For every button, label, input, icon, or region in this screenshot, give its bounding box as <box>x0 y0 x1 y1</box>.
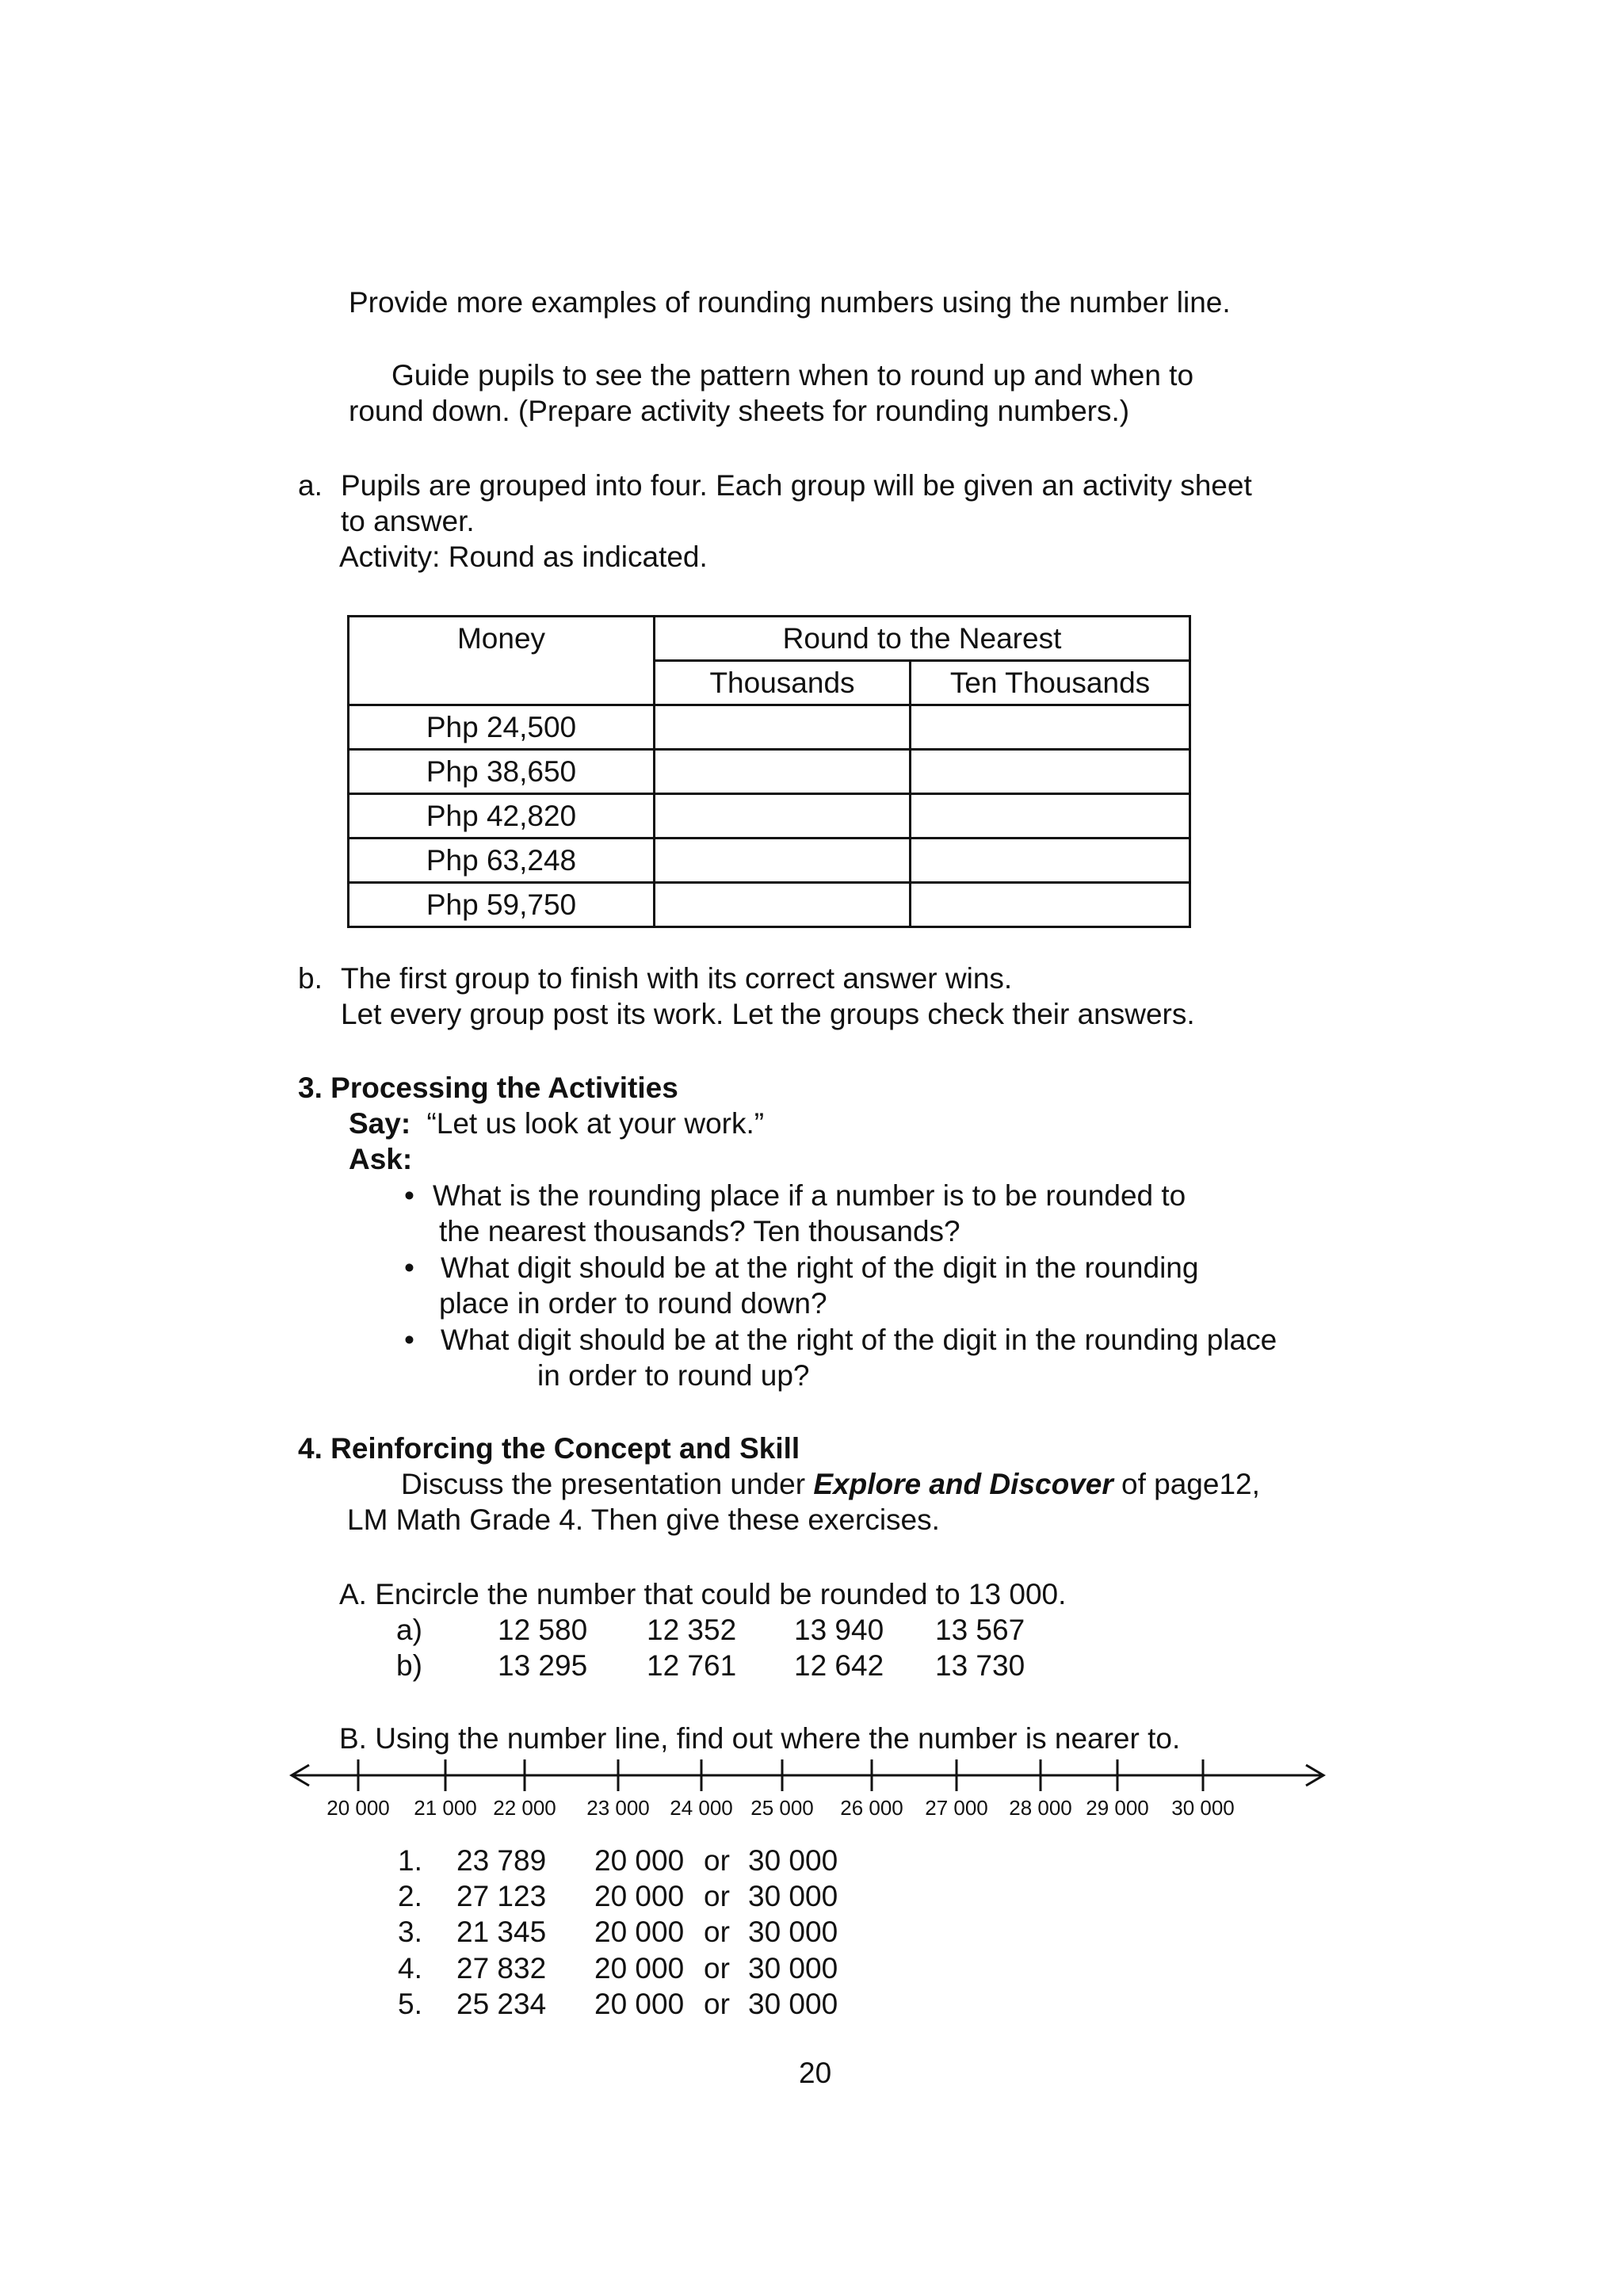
ten-thousands-answer-cell <box>911 839 1190 883</box>
discuss-pre: Discuss the presentation under <box>401 1468 814 1500</box>
number-line-label: 24 000 <box>670 1796 733 1820</box>
exercise-a-row-label: b) <box>396 1649 422 1682</box>
exercise-b-number: 1. <box>398 1844 422 1877</box>
number-line-label: 28 000 <box>1009 1796 1072 1820</box>
exercise-b-choice: 20 000 <box>594 1844 685 1877</box>
item-a-line-2: to answer. <box>341 505 475 537</box>
money-cell: Php 59,750 <box>349 883 655 927</box>
bullet-2-line-1: What digit should be at the right of the digit in the rounding <box>441 1251 1199 1284</box>
ten-thousands-answer-cell <box>911 794 1190 839</box>
number-line-label: 29 000 <box>1086 1796 1149 1820</box>
intro-line-3: round down. (Prepare activity sheets for rounding numbers.) <box>349 395 1130 427</box>
exercise-b-choice: 20 000 <box>594 1880 685 1912</box>
thousands-answer-cell <box>655 705 911 750</box>
bullet-3-line-2: in order to round up? <box>537 1359 810 1392</box>
bullet-1-line-1: What is the rounding place if a number is to be rounded to <box>433 1179 1186 1212</box>
ten-thousands-answer-cell <box>911 883 1190 927</box>
ten-thousands-answer-cell <box>911 705 1190 750</box>
exercise-b-value: 23 789 <box>456 1844 547 1877</box>
discuss-line-2: LM Math Grade 4. Then give these exercises. <box>347 1503 940 1536</box>
ask-label: Ask: <box>349 1143 413 1175</box>
item-a-line-1: Pupils are grouped into four. Each group will be given an activity sheet <box>341 469 1252 502</box>
thousands-answer-cell <box>655 794 911 839</box>
exercise-b-value: 27 123 <box>456 1880 547 1912</box>
money-cell: Php 42,820 <box>349 794 655 839</box>
exercise-b-number: 5. <box>398 1988 422 2020</box>
exercise-a-value: 13 940 <box>794 1614 884 1646</box>
table-row <box>349 794 1190 839</box>
page-number: 20 <box>799 2057 832 2089</box>
exercise-b-or-word: or <box>704 1952 730 1985</box>
number-line-label: 26 000 <box>840 1796 903 1820</box>
item-a-activity: Activity: Round as indicated. <box>339 541 708 573</box>
exercise-b-or-word: or <box>704 1988 730 2020</box>
exercise-a-value: 12 642 <box>794 1649 884 1682</box>
exercise-b-or-word: or <box>704 1880 730 1912</box>
exercise-a-value: 13 567 <box>935 1614 1025 1646</box>
rounding-table <box>347 615 1191 928</box>
say-line <box>349 1106 764 1141</box>
table-row <box>349 839 1190 883</box>
intro-line-1: Provide more examples of rounding numbers using the number line. <box>349 286 1231 319</box>
exercise-a-value: 12 580 <box>498 1614 588 1646</box>
number-line-label: 22 000 <box>493 1796 556 1820</box>
say-label: Say: <box>349 1107 411 1140</box>
number-line-label: 23 000 <box>586 1796 650 1820</box>
exercise-b-choice: 20 000 <box>594 1916 685 1948</box>
exercise-b-choice: 30 000 <box>748 1880 838 1912</box>
say-text: “Let us look at your work.” <box>426 1107 765 1140</box>
thousands-answer-cell <box>655 750 911 794</box>
exercise-b-number: 4. <box>398 1952 422 1985</box>
exercise-b-value: 25 234 <box>456 1988 547 2020</box>
exercise-b-choice: 30 000 <box>748 1844 838 1877</box>
exercise-a-value: 12 761 <box>647 1649 737 1682</box>
exercise-b-title: B. Using the number line, find out where the number is nearer to. <box>339 1722 1181 1755</box>
exercise-b-value: 27 832 <box>456 1952 547 1985</box>
number-line-label: 20 000 <box>327 1796 390 1820</box>
number-line-label: 21 000 <box>414 1796 477 1820</box>
money-cell: Php 38,650 <box>349 750 655 794</box>
header-thousands: Thousands <box>655 661 911 705</box>
header-money: Money <box>349 617 655 705</box>
bullet-3-line-1: What digit should be at the right of the digit in the rounding place <box>441 1324 1277 1356</box>
bullet-1-line-2: the nearest thousands? Ten thousands? <box>439 1215 960 1247</box>
bullet-3-marker: • <box>404 1324 414 1356</box>
item-b-line-1: The first group to finish with its correct answer wins. <box>341 962 1013 995</box>
bullet-1-marker: • <box>404 1179 414 1212</box>
exercise-a-title: A. Encircle the number that could be rounded to 13 000. <box>339 1578 1067 1610</box>
explore-discover-title: Explore and Discover <box>813 1468 1113 1500</box>
discuss-line-1 <box>401 1467 1260 1502</box>
table-row <box>349 750 1190 794</box>
exercise-b-choice: 30 000 <box>748 1952 838 1985</box>
number-line-label: 30 000 <box>1171 1796 1235 1820</box>
exercise-b-choice: 30 000 <box>748 1916 838 1948</box>
item-b-marker: b. <box>298 962 323 995</box>
exercise-a-value: 12 352 <box>647 1614 737 1646</box>
bullet-2-line-2: place in order to round down? <box>439 1287 827 1320</box>
discuss-post: of page12, <box>1113 1468 1260 1500</box>
table-row <box>349 705 1190 750</box>
exercise-a-row-label: a) <box>396 1614 422 1646</box>
exercise-b-number: 2. <box>398 1880 422 1912</box>
exercise-a-value: 13 730 <box>935 1649 1025 1682</box>
section-3-heading: 3. Processing the Activities <box>298 1072 678 1104</box>
header-ten-thousands: Ten Thousands <box>911 661 1190 705</box>
exercise-b-choice: 30 000 <box>748 1988 838 2020</box>
item-b-line-2: Let every group post its work. Let the groups check their answers. <box>341 998 1195 1030</box>
exercise-b-or-word: or <box>704 1844 730 1877</box>
number-line-label: 27 000 <box>925 1796 988 1820</box>
header-round-to-nearest: Round to the Nearest <box>655 617 1190 661</box>
money-cell: Php 63,248 <box>349 839 655 883</box>
intro-line-2: Guide pupils to see the pattern when to round up and when to <box>391 359 1194 392</box>
money-cell: Php 24,500 <box>349 705 655 750</box>
thousands-answer-cell <box>655 883 911 927</box>
exercise-b-choice: 20 000 <box>594 1952 685 1985</box>
number-line <box>285 1755 1331 1795</box>
exercise-b-value: 21 345 <box>456 1916 547 1948</box>
ten-thousands-answer-cell <box>911 750 1190 794</box>
exercise-a-value: 13 295 <box>498 1649 588 1682</box>
bullet-2-marker: • <box>404 1251 414 1284</box>
section-4-heading: 4. Reinforcing the Concept and Skill <box>298 1432 800 1465</box>
exercise-b-number: 3. <box>398 1916 422 1948</box>
exercise-b-choice: 20 000 <box>594 1988 685 2020</box>
exercise-b-or-word: or <box>704 1916 730 1948</box>
thousands-answer-cell <box>655 839 911 883</box>
item-a-marker: a. <box>298 469 323 502</box>
table-row <box>349 883 1190 927</box>
number-line-label: 25 000 <box>750 1796 814 1820</box>
